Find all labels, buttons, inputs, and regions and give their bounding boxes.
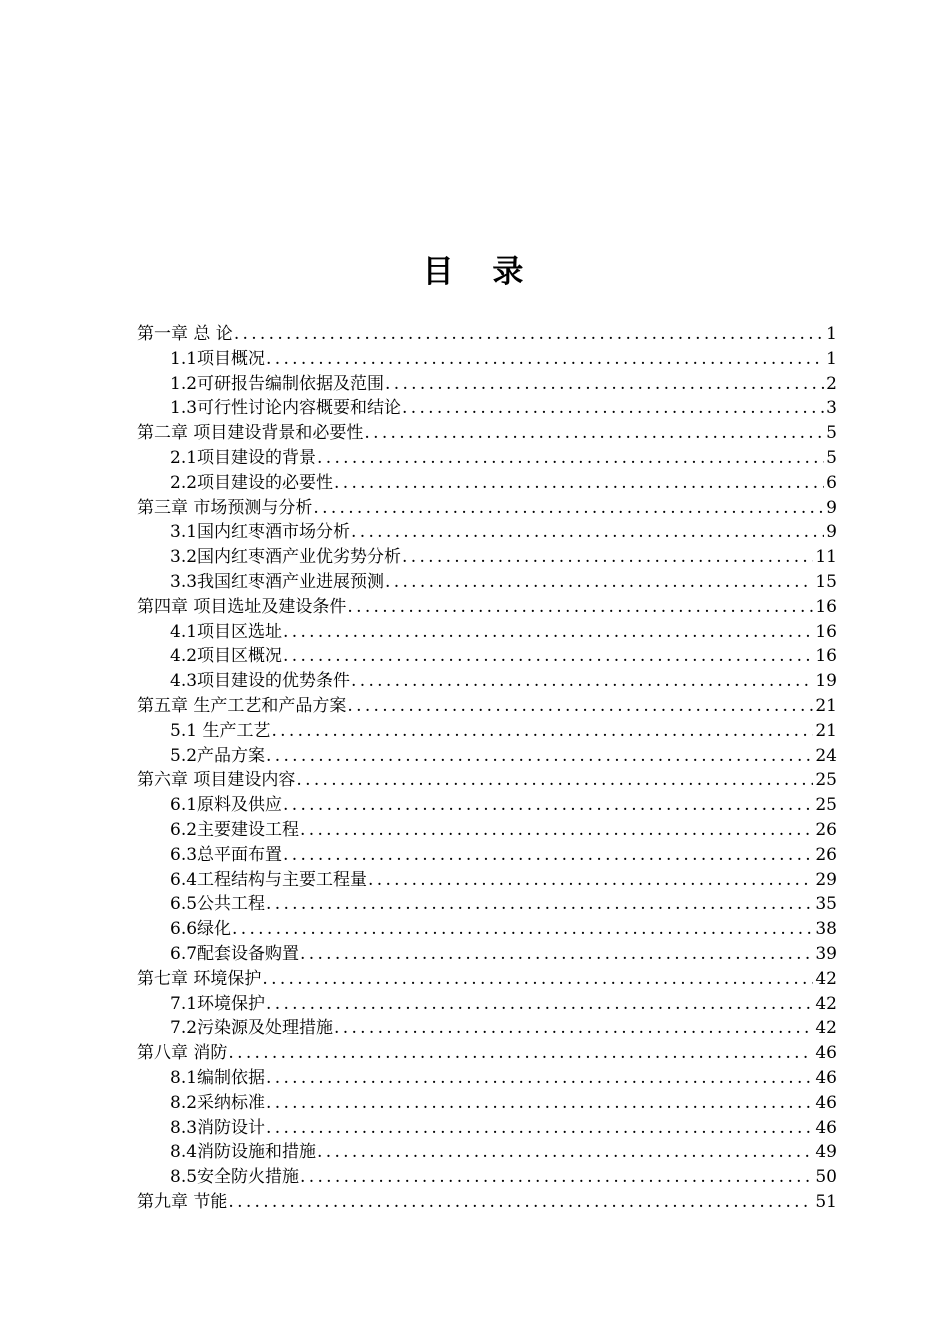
toc-dot-leader: [266, 1066, 813, 1091]
toc-entry-page-number: 25: [815, 795, 837, 816]
toc-entry-page-number: 15: [815, 571, 837, 592]
toc-entry-label: 5.1 生产工艺: [170, 720, 271, 741]
toc-entry-label: 8.2采纳标准: [170, 1092, 266, 1113]
toc-entry-label: 2.2项目建设的必要性: [170, 472, 334, 493]
toc-entry-page-number: 19: [815, 671, 837, 692]
toc-entry-label: 第三章 市场预测与分析: [137, 497, 313, 518]
toc-dot-leader: [351, 520, 824, 545]
toc-entry-label: 8.3消防设计: [170, 1117, 266, 1138]
toc-dot-leader: [228, 1190, 813, 1215]
toc-entry-page-number: 9: [826, 497, 837, 518]
toc-chapter-entry[interactable]: [137, 967, 837, 992]
toc-entry-label: 6.4工程结构与主要工程量: [170, 869, 368, 890]
toc-section-entry[interactable]: [137, 396, 837, 421]
toc-entry-page-number: 35: [815, 894, 837, 915]
toc-entry-page-number: 1: [826, 348, 837, 369]
toc-dot-leader: [266, 1091, 813, 1116]
toc-entry-label: 第七章 环境保护: [137, 968, 262, 989]
toc-entry-label: 第九章 节能: [137, 1191, 228, 1212]
toc-entry-page-number: 42: [815, 1018, 837, 1039]
toc-section-entry[interactable]: [137, 1165, 837, 1190]
toc-dot-leader: [313, 496, 824, 521]
toc-entry-label: 6.5公共工程: [170, 894, 266, 915]
toc-entry-label: 8.4消防设施和措施: [170, 1142, 317, 1163]
toc-entry-page-number: 26: [815, 844, 837, 865]
toc-entry-label: 1.2可研报告编制依据及范围: [170, 373, 385, 394]
toc-section-entry[interactable]: [137, 644, 837, 669]
toc-entry-label: 6.1原料及供应: [170, 795, 283, 816]
toc-section-entry[interactable]: [137, 520, 837, 545]
toc-dot-leader: [364, 421, 824, 446]
table-of-contents: [137, 322, 837, 1215]
toc-entry-label: 第二章 项目建设背景和必要性: [137, 423, 364, 444]
toc-section-entry[interactable]: [137, 620, 837, 645]
toc-dot-leader: [266, 992, 813, 1017]
toc-entry-page-number: 46: [815, 1092, 837, 1113]
toc-section-entry[interactable]: [137, 744, 837, 769]
toc-entry-label: 第八章 消防: [137, 1043, 228, 1064]
toc-entry-label: 4.2项目区概况: [170, 646, 283, 667]
toc-entry-page-number: 9: [826, 522, 837, 543]
toc-dot-leader: [266, 892, 813, 917]
toc-dot-leader: [266, 1116, 813, 1141]
toc-entry-label: 8.5安全防火措施: [170, 1167, 300, 1188]
toc-entry-label: 6.6绿化: [170, 919, 232, 940]
toc-section-entry[interactable]: [137, 843, 837, 868]
toc-title: 目 录: [422, 254, 538, 290]
toc-dot-leader: [385, 372, 824, 397]
toc-section-entry[interactable]: [137, 719, 837, 744]
toc-entry-page-number: 46: [815, 1043, 837, 1064]
toc-chapter-entry[interactable]: [137, 322, 837, 347]
toc-section-entry[interactable]: [137, 471, 837, 496]
toc-entry-page-number: 46: [815, 1067, 837, 1088]
toc-entry-label: 6.7配套设备购置: [170, 943, 300, 964]
toc-dot-leader: [317, 1140, 813, 1165]
toc-dot-leader: [283, 620, 813, 645]
toc-entry-label: 第五章 生产工艺和产品方案: [137, 695, 347, 716]
toc-section-entry[interactable]: [137, 868, 837, 893]
toc-section-entry[interactable]: [137, 892, 837, 917]
toc-dot-leader: [334, 1016, 813, 1041]
toc-chapter-entry[interactable]: [137, 595, 837, 620]
toc-entry-label: 8.1编制依据: [170, 1067, 266, 1088]
toc-entry-label: 3.1国内红枣酒市场分析: [170, 522, 351, 543]
toc-entry-page-number: 1: [826, 324, 837, 344]
toc-entry-page-number: 42: [815, 968, 837, 989]
toc-entry-page-number: 5: [826, 447, 837, 468]
toc-dot-leader: [283, 843, 813, 868]
toc-entry-page-number: 3: [826, 398, 837, 419]
toc-entry-page-number: 21: [815, 720, 837, 741]
toc-dot-leader: [234, 322, 824, 347]
toc-section-entry[interactable]: [137, 347, 837, 372]
toc-dot-leader: [296, 768, 813, 793]
toc-entry-page-number: 26: [815, 819, 837, 840]
toc-entry-page-number: 46: [815, 1117, 837, 1138]
toc-section-entry[interactable]: [137, 818, 837, 843]
toc-entry-label: 7.1环境保护: [170, 993, 266, 1014]
toc-chapter-entry[interactable]: [137, 1041, 837, 1066]
toc-dot-leader: [347, 694, 813, 719]
toc-entry-label: 6.3总平面布置: [170, 844, 283, 865]
toc-entry-label: 1.1项目概况: [170, 348, 266, 369]
toc-entry-page-number: 11: [815, 547, 837, 568]
toc-dot-leader: [402, 545, 813, 570]
toc-entry-page-number: 16: [815, 646, 837, 667]
toc-entry-page-number: 16: [815, 621, 837, 642]
toc-dot-leader: [317, 446, 824, 471]
toc-entry-page-number: 2: [826, 373, 837, 394]
toc-entry-label: 6.2主要建设工程: [170, 819, 300, 840]
toc-section-entry[interactable]: [137, 1091, 837, 1116]
toc-chapter-entry[interactable]: [137, 768, 837, 793]
toc-section-entry[interactable]: [137, 570, 837, 595]
toc-dot-leader: [347, 595, 813, 620]
toc-section-entry[interactable]: [137, 917, 837, 942]
toc-entry-label: 4.1项目区选址: [170, 621, 283, 642]
toc-section-entry[interactable]: [137, 793, 837, 818]
toc-entry-label: 7.2污染源及处理措施: [170, 1018, 334, 1039]
toc-dot-leader: [228, 1041, 813, 1066]
toc-dot-leader: [283, 644, 813, 669]
toc-dot-leader: [334, 471, 824, 496]
toc-entry-label: 3.2国内红枣酒产业优劣势分析: [170, 547, 402, 568]
toc-entry-label: 2.1项目建设的背景: [170, 447, 317, 468]
toc-section-entry[interactable]: [137, 1116, 837, 1141]
toc-entry-page-number: 25: [815, 770, 837, 791]
toc-section-entry[interactable]: [137, 1140, 837, 1165]
toc-entry-label: 第六章 项目建设内容: [137, 770, 296, 791]
toc-section-entry[interactable]: [137, 669, 837, 694]
toc-section-entry[interactable]: [137, 992, 837, 1017]
toc-dot-leader: [402, 396, 824, 421]
toc-entry-page-number: 16: [815, 596, 837, 617]
toc-entry-page-number: 21: [815, 695, 837, 716]
toc-dot-leader: [266, 744, 813, 769]
toc-entry-page-number: 42: [815, 993, 837, 1014]
toc-chapter-entry[interactable]: [137, 421, 837, 446]
toc-entry-page-number: 51: [815, 1191, 837, 1212]
toc-entry-label: 第四章 项目选址及建设条件: [137, 596, 347, 617]
toc-dot-leader: [300, 942, 813, 967]
toc-entry-label: 4.3项目建设的优势条件: [170, 671, 351, 692]
toc-entry-page-number: 5: [826, 423, 837, 444]
toc-entry-page-number: 39: [815, 943, 837, 964]
toc-section-entry[interactable]: [137, 372, 837, 397]
toc-dot-leader: [283, 793, 813, 818]
toc-chapter-entry[interactable]: [137, 1190, 837, 1215]
toc-dot-leader: [271, 719, 813, 744]
toc-entry-label: 3.3我国红枣酒产业进展预测: [170, 571, 385, 592]
toc-chapter-entry[interactable]: [137, 496, 837, 521]
toc-dot-leader: [232, 917, 813, 942]
toc-dot-leader: [351, 669, 813, 694]
toc-section-entry[interactable]: [137, 545, 837, 570]
toc-section-entry[interactable]: [137, 942, 837, 967]
toc-entry-label: 1.3可行性讨论内容概要和结论: [170, 398, 402, 419]
toc-dot-leader: [262, 967, 813, 992]
toc-dot-leader: [266, 347, 824, 372]
toc-section-entry[interactable]: [137, 446, 837, 471]
toc-entry-page-number: 6: [826, 472, 837, 493]
toc-entry-page-number: 38: [815, 919, 837, 940]
toc-entry-page-number: 50: [815, 1167, 837, 1188]
toc-dot-leader: [300, 1165, 813, 1190]
toc-entry-page-number: 49: [815, 1142, 837, 1163]
toc-chapter-entry[interactable]: [137, 694, 837, 719]
toc-dot-leader: [368, 868, 813, 893]
toc-entry-page-number: 29: [815, 869, 837, 890]
toc-dot-leader: [300, 818, 813, 843]
toc-section-entry[interactable]: [137, 1016, 837, 1041]
toc-section-entry[interactable]: [137, 1066, 837, 1091]
toc-entry-page-number: 24: [815, 745, 837, 766]
toc-dot-leader: [385, 570, 813, 595]
toc-entry-label: 第一章 总 论: [137, 324, 233, 344]
toc-entry-label: 5.2产品方案: [170, 745, 266, 766]
